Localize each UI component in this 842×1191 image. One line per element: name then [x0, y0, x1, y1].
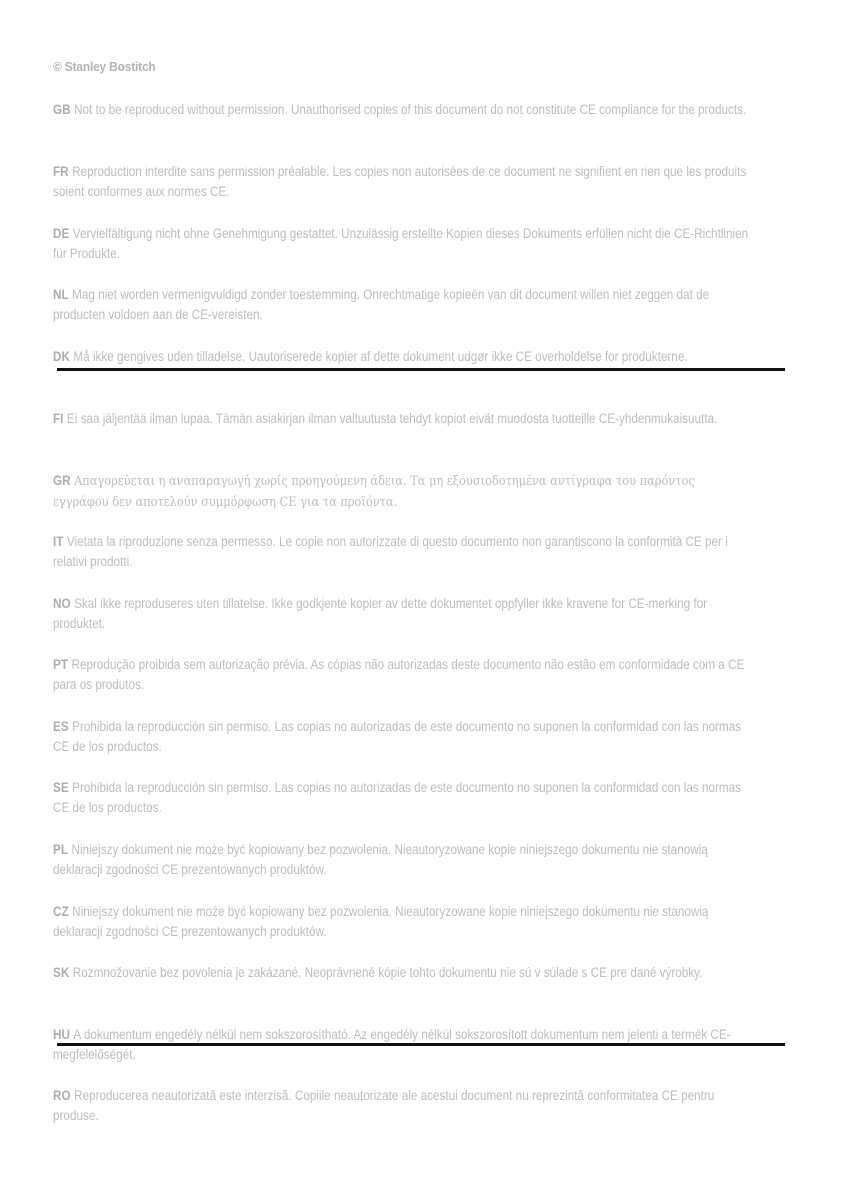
language-code: DE [53, 226, 70, 241]
notice-text: Mag niet worden vermenigvuldigd zonder toestemming. Onrechtmatige kopieën van dit document willen niet zeggen dat de producten voldoen aan de CE-vereisten. [53, 287, 710, 322]
notice-se [53, 778, 753, 818]
notice-text: Prohibida la reproducción sin permiso. Las copias no autorizadas de este documento no suponen la conformidad con las normas CE de los productos. [53, 719, 742, 754]
notice-fr [53, 162, 753, 202]
notice-gr [53, 471, 753, 513]
notice-de [53, 224, 753, 264]
notice-sk [53, 963, 753, 983]
notice-text: Må ikke gengives uden tilladelse. Uautoriserede kopier af dette dokument udgør ikke CE overholdelse for produkterne. [73, 349, 688, 364]
notice-text: Rozmnožovanie bez povolenia je zakázané. Neoprávnené kópie tohto dokumentu nie sú v súlade s CE pre dané výrobky. [72, 965, 703, 980]
language-code: PT [53, 657, 68, 672]
notice-dk [53, 347, 753, 367]
language-code: HU [53, 1027, 70, 1042]
language-code: IT [53, 534, 64, 549]
notice-fi [53, 409, 753, 429]
notice-text: Vervielfältigung nicht ohne Genehmigung gestattet. Unzulässig erstellte Kopien dieses Dokuments erfüllen nicht die CE-Richtlinien für Produkte. [53, 226, 749, 261]
language-code: CZ [53, 904, 69, 919]
redaction-rule-top [57, 368, 785, 371]
notice-no [53, 594, 753, 634]
notice-pl [53, 840, 753, 880]
notice-text: Vietata la riproduzione senza permesso. Le copie non autorizzate di questo documento non garantiscono la conformità CE per i relativi prodotti. [53, 534, 728, 569]
language-code: DK [53, 349, 70, 364]
language-code: ES [53, 719, 69, 734]
notice-text: Niniejszy dokument nie może być kopiowany bez pozwolenia. Nieautoryzowane kopie niniejszego dokumentu nie stanowią deklaracji zgodności CE prezentowanych produktów. [53, 904, 709, 939]
redaction-rule-bottom [57, 1043, 785, 1046]
language-code: GR [53, 473, 71, 488]
notice-ro [53, 1086, 753, 1126]
notice-text: Skal ikke reproduseres uten tillatelse. Ikke godkjente kopier av dette dokumentet oppfyller ikke kravene for CE-merking for produktet. [53, 596, 708, 631]
notice-text: Niniejszy dokument nie może być kopiowany bez pozwolenia. Nieautoryzowane kopie niniejszego dokumentu nie stanowią deklaracji zgodności CE prezentowanych produktów. [53, 842, 708, 877]
language-code: PL [53, 842, 68, 857]
notice-text: Reprodução proibida sem autorização prévia. As cópias não autorizadas deste documento não estão em conformidade com a CE para os produtos. [53, 657, 745, 692]
notice-pt [53, 655, 753, 695]
language-code: RO [53, 1088, 71, 1103]
language-code: GB [53, 102, 71, 117]
language-code: NL [53, 287, 69, 302]
notice-gb [53, 100, 753, 120]
notice-text: Reproduction interdite sans permission préalable. Les copies non autorisées de ce document ne signifient en rien que les produits soient conformes aux normes CE. [53, 164, 747, 199]
copyright-notice: © Stanley Bostitch [53, 59, 156, 74]
language-code: NO [53, 596, 71, 611]
notice-text: A dokumentum engedély nélkül nem sokszorosítható. Az engedély nélkül sokszorosított dokumentum nem jelenti a termék CE-megfelelőségét. [53, 1027, 731, 1062]
language-code: FR [53, 164, 69, 179]
notice-text: Απαγορεύεται η αναπαραγωγή χωρίς προηγούμενη άδεια. Τα μη εξουσιοδοτημένα αντίγραφα του παρόντος εγγράφου δεν αποτελούν συμμόρφωση CE για τα προϊόντα. [53, 474, 695, 510]
language-code: FI [53, 411, 64, 426]
language-code: SE [53, 780, 69, 795]
notice-text: Prohibida la reproducción sin permiso. Las copias no autorizadas de este documento no suponen la conformidad con las normas CE de los productos. [53, 780, 742, 815]
language-code: SK [53, 965, 70, 980]
notice-cz [53, 902, 753, 942]
notice-es [53, 717, 753, 757]
notice-nl [53, 285, 753, 325]
notice-it [53, 532, 753, 572]
notice-text: Ei saa jäljentää ilman lupaa. Tämän asiakirjan ilman valtuutusta tehdyt kopiot eivät muodosta tuotteille CE-yhdenmukaisuutta. [66, 411, 718, 426]
notice-text: Reproducerea neautorizată este interzisă. Copiile neautorizate ale acestui document nu reprezintă conformitatea CE pentru produse. [53, 1088, 715, 1123]
notice-text: Not to be reproduced without permission. Unauthorised copies of this document do not constitute CE compliance for the products. [74, 102, 747, 117]
